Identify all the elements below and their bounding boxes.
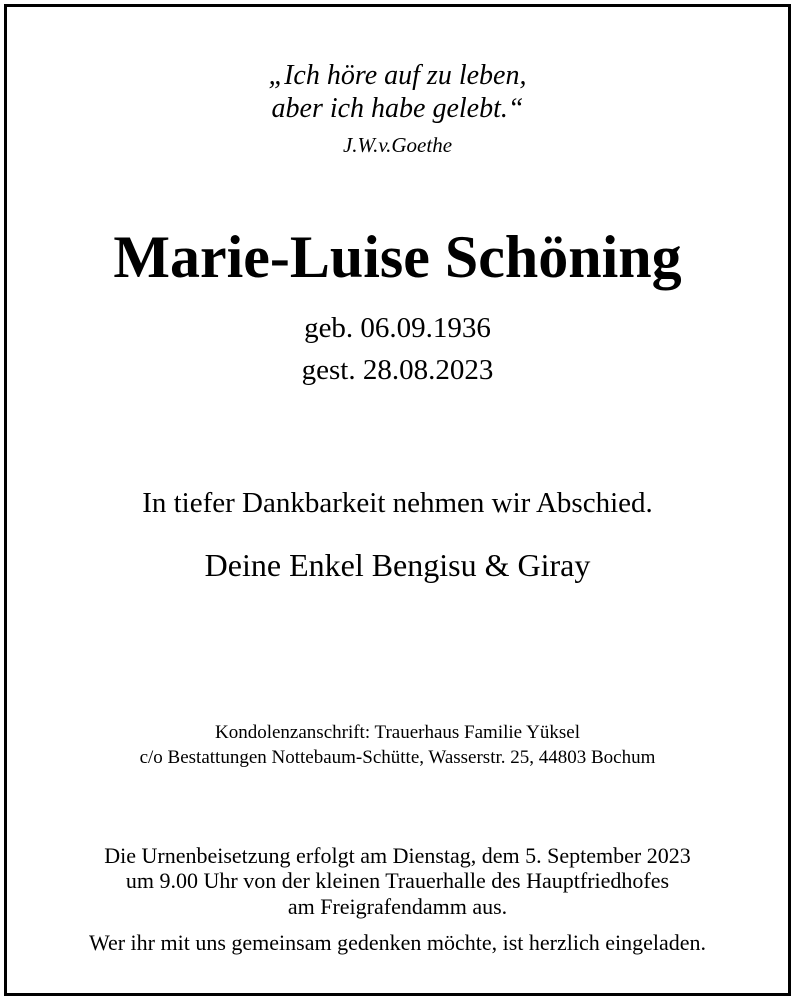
invitation-text: Wer ihr mit uns gemeinsam gedenken möchte, ist herzlich eingeladen. xyxy=(88,930,707,955)
birth-date: geb. 06.09.1936 xyxy=(304,312,491,344)
funeral-info-line-3: am Freigrafendamm aus. xyxy=(287,894,508,919)
quote-author: J.W.v.Goethe xyxy=(342,133,453,157)
deceased-name: Marie-Luise Schöning xyxy=(113,224,682,290)
quote-line-2: aber ich habe gelebt.“ xyxy=(271,93,524,124)
farewell-text: In tiefer Dankbarkeit nehmen wir Abschied. xyxy=(142,487,653,519)
quote-line-1: „Ich höre auf zu leben, xyxy=(268,60,527,91)
death-date: gest. 28.08.2023 xyxy=(301,354,494,386)
funeral-info-line-2: um 9.00 Uhr von der kleinen Trauerhalle des Hauptfriedhofes xyxy=(125,868,670,893)
condolence-address-line-2: c/o Bestattungen Nottebaum-Schütte, Wasserstr. 25, 44803 Bochum xyxy=(139,747,656,768)
condolence-address-line-1: Kondolenzanschrift: Trauerhaus Familie Yüksel xyxy=(215,722,580,743)
mourners-signature: Deine Enkel Bengisu & Giray xyxy=(204,547,591,583)
funeral-info-line-1: Die Urnenbeisetzung erfolgt am Dienstag, dem 5. September 2023 xyxy=(104,843,691,868)
